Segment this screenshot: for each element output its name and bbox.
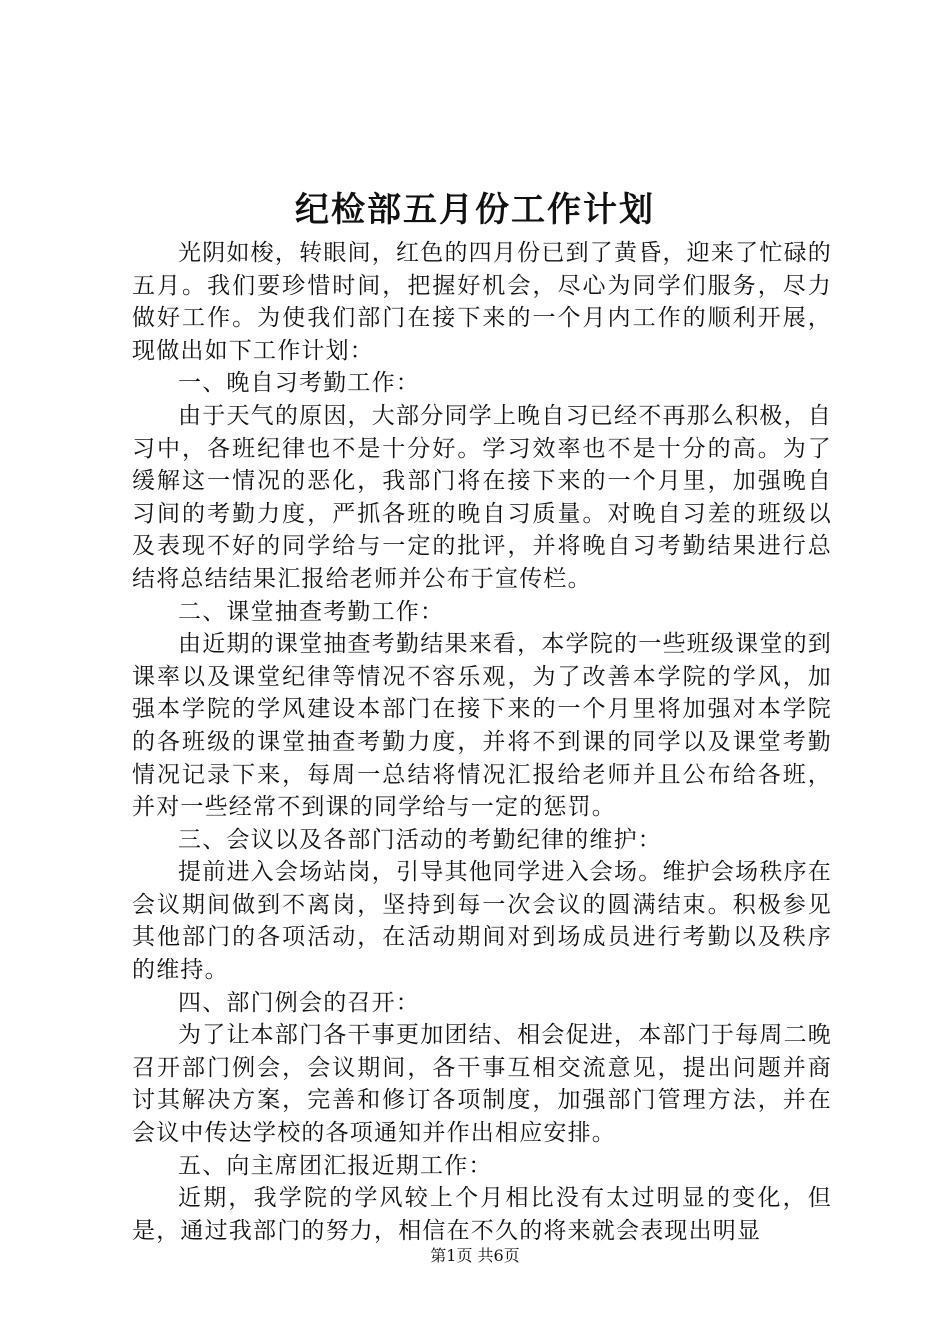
- section-3-heading: 三、会议以及各部门活动的考勤纪律的维护：: [178, 826, 662, 853]
- page-number-footer: 第1页 共6页: [430, 1246, 520, 1265]
- section-1-heading: 一、晚自习考勤工作：: [178, 370, 420, 397]
- section-4-text: 为了让本部门各干事更加团结、相会促进，本部门于每周二晚召开部门例会，会议期间，各干事互相交流意见，提出问题并商讨其解决方案，完善和修订各项制度，加强部门管理方法，并在会议中传达学校的各项通知并作出相应安排。: [132, 1022, 832, 1147]
- section-5-heading: 五、向主席团汇报近期工作：: [178, 1152, 493, 1179]
- document-title: 纪检部五月份工作计划: [295, 190, 655, 230]
- section-2-text: 由近期的课堂抽查考勤结果来看，本学院的一些班级课堂的到课率以及课堂纪律等情况不容乐观，为了改善本学院的学风，加强本学院的学风建设本部门在接下来的一个月里将加强对本学院的各班级的课堂抽查考勤力度，并将不到课的同学以及课堂考勤情况记录下来，每周一总结将情况汇报给老师并且公布给各班，并对一些经常不到课的同学给与一定的惩罚。: [132, 631, 832, 821]
- section-3-text: 提前进入会场站岗，引导其他同学进入会场。维护会场秩序在会议期间做到不离岗，坚持到每一次会议的圆满结束。积极参见其他部门的各项活动，在活动期间对到场成员进行考勤以及秩序的维持。: [132, 859, 832, 984]
- section-2-heading: 二、课堂抽查考勤工作：: [178, 598, 445, 625]
- section-4-heading: 四、部门例会的召开：: [178, 989, 420, 1016]
- section-5-text: 近期，我学院的学风较上个月相比没有太过明显的变化，但是，通过我部门的努力，相信在不久的将来就会表现出明显: [132, 1185, 832, 1244]
- intro-paragraph: 光阴如梭，转眼间，红色的四月份已到了黄昏，迎来了忙碌的五月。我们要珍惜时间，把握好机会，尽心为同学们服务，尽力做好工作。为使我们部门在接下来的一个月内工作的顺利开展，现做出如下工作计划：: [132, 240, 832, 364]
- section-1-text: 由于天气的原因，大部分同学上晚自习已经不再那么积极，自习中，各班纪律也不是十分好。学习效率也不是十分的高。为了缓解这一情况的恶化，我部门将在接下来的一个月里，加强晚自习间的考勤力度，严抓各班的晚自习质量。对晚自习差的班级以及表现不好的同学给与一定的批评，并将晚自习考勤结果进行总结将总结结果汇报给老师并公布于宣传栏。: [132, 402, 832, 592]
- document-body: [132, 237, 832, 1247]
